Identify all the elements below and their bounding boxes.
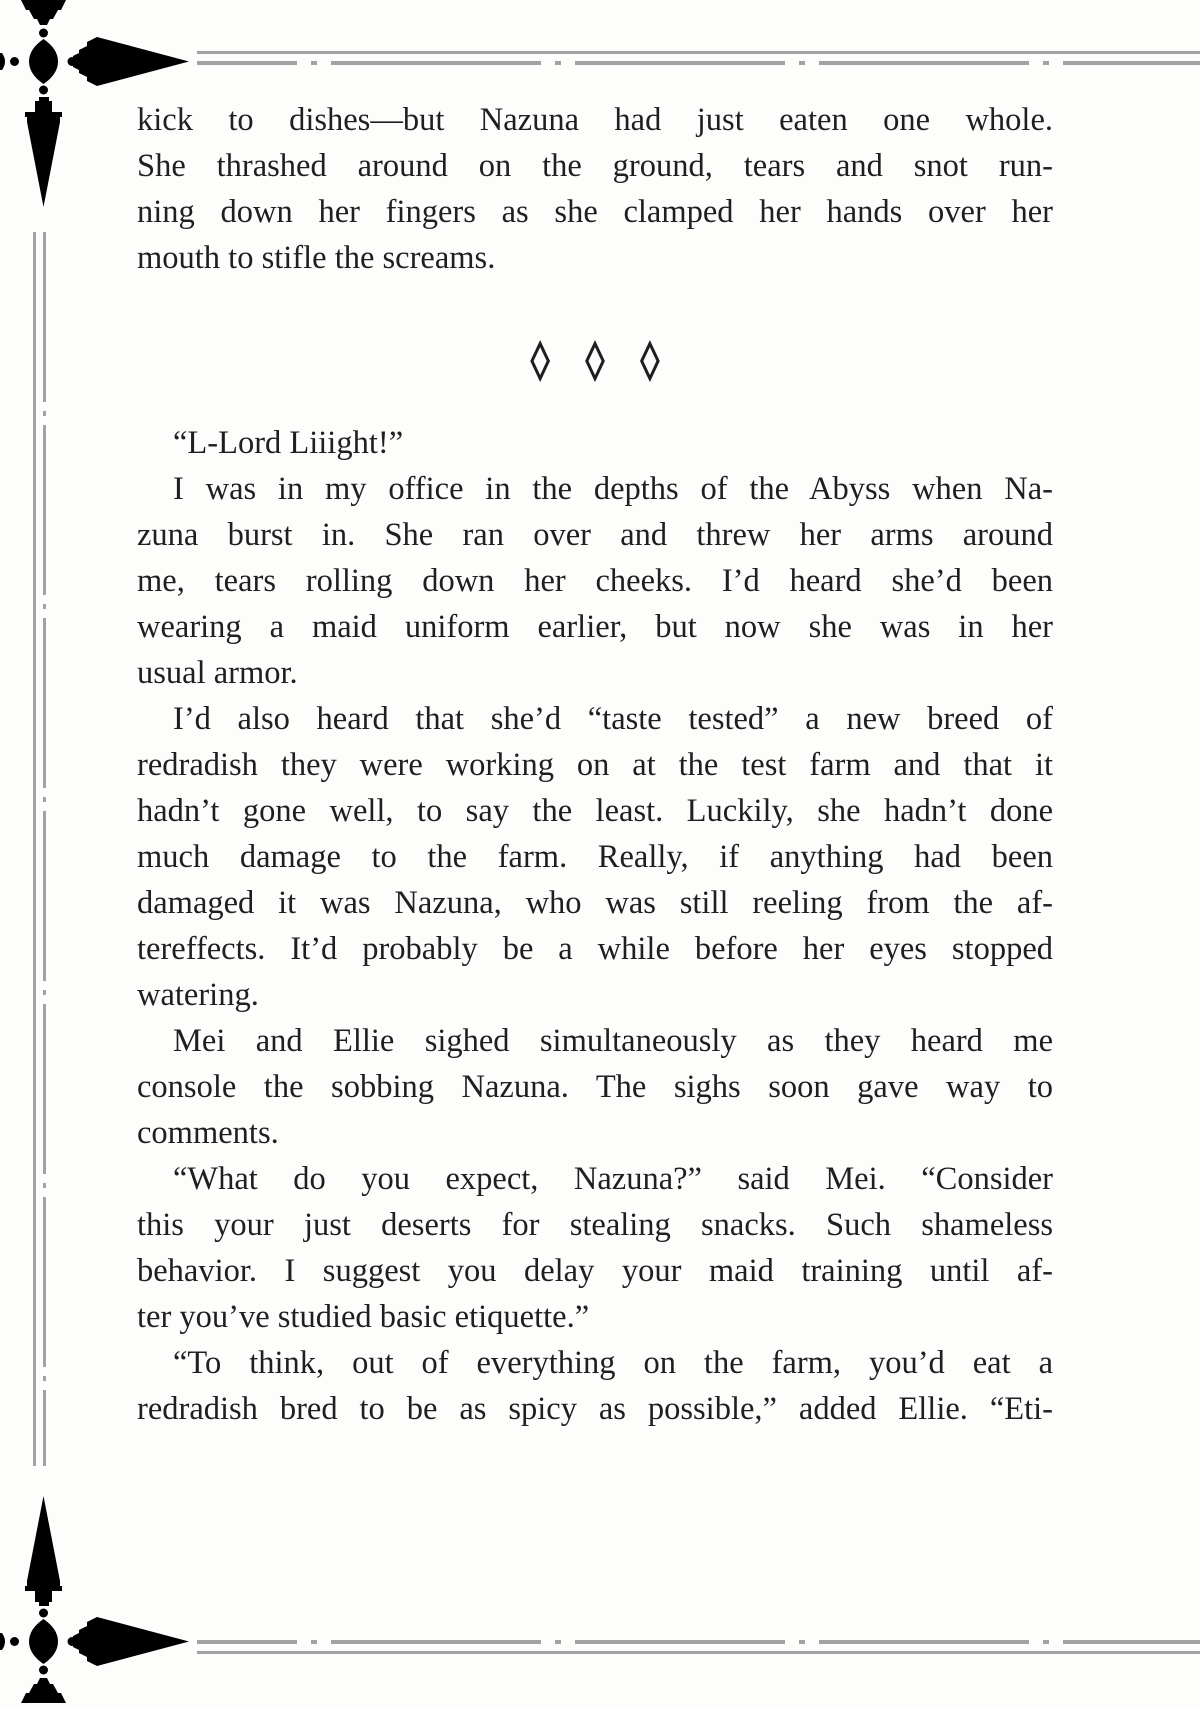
text-line: mouth to stifle the screams.	[137, 240, 496, 276]
text-line: watering.	[137, 977, 259, 1013]
text-line: zuna burst in. She ran over and threw her arms around	[137, 517, 1053, 553]
paragraph	[137, 97, 1053, 281]
left-border-rule-dashed	[43, 232, 46, 1466]
crystal-ornament-bottom-icon	[0, 1473, 200, 1703]
text-line: damaged it was Nazuna, who was still reeling from the af-	[137, 885, 1053, 921]
text-line: “L-Lord Liiight!”	[173, 425, 404, 461]
text-line: redradish they were working on at the test farm and that it	[137, 747, 1053, 783]
paragraph	[137, 466, 1053, 696]
top-border-rule-solid	[197, 51, 1200, 54]
text-line: console the sobbing Nazuna. The sighs soon gave way to	[137, 1069, 1053, 1105]
paragraph	[137, 696, 1053, 1018]
paragraph	[137, 1018, 1053, 1156]
paragraph	[137, 1156, 1053, 1340]
text-line: usual armor.	[137, 655, 298, 691]
bottom-border-rule-dashed	[197, 1640, 1200, 1644]
paragraph	[137, 1340, 1053, 1432]
bottom-border-rule-solid	[197, 1651, 1200, 1654]
scene-separator: ◊ ◊ ◊	[530, 337, 660, 381]
text-line: She thrashed around on the ground, tears and snot run-	[137, 148, 1053, 184]
text-line: redradish bred to be as spicy as possible,” added Ellie. “Eti-	[137, 1391, 1053, 1427]
page-text	[137, 97, 1053, 1432]
text-line: hadn’t gone well, to say the least. Luckily, she hadn’t done	[137, 793, 1053, 829]
text-line: behavior. I suggest you delay your maid training until af-	[137, 1253, 1053, 1289]
text-line: “What do you expect, Nazuna?” said Mei. “Consider	[173, 1161, 1053, 1197]
text-line: this your just deserts for stealing snacks. Such shameless	[137, 1207, 1053, 1243]
text-line: ter you’ve studied basic etiquette.”	[137, 1299, 590, 1335]
text-line: kick to dishes—but Nazuna had just eaten one whole.	[137, 102, 1053, 138]
text-line: tereffects. It’d probably be a while before her eyes stopped	[137, 931, 1053, 967]
text-line: “To think, out of everything on the farm, you’d eat a	[173, 1345, 1053, 1381]
left-border-rule-solid	[33, 232, 36, 1466]
text-line: I’d also heard that she’d “taste tested” a new breed of	[173, 701, 1053, 737]
text-line: wearing a maid uniform earlier, but now she was in her	[137, 609, 1053, 645]
text-line: ning down her fingers as she clamped her hands over her	[137, 194, 1053, 230]
text-line: comments.	[137, 1115, 279, 1151]
text-line: Mei and Ellie sighed simultaneously as they heard me	[173, 1023, 1053, 1059]
text-line: me, tears rolling down her cheeks. I’d heard she’d been	[137, 563, 1053, 599]
top-border-rule-dashed	[197, 61, 1200, 65]
text-line: I was in my office in the depths of the Abyss when Na-	[173, 471, 1053, 507]
text-line: much damage to the farm. Really, if anything had been	[137, 839, 1053, 875]
paragraph	[137, 420, 1053, 466]
